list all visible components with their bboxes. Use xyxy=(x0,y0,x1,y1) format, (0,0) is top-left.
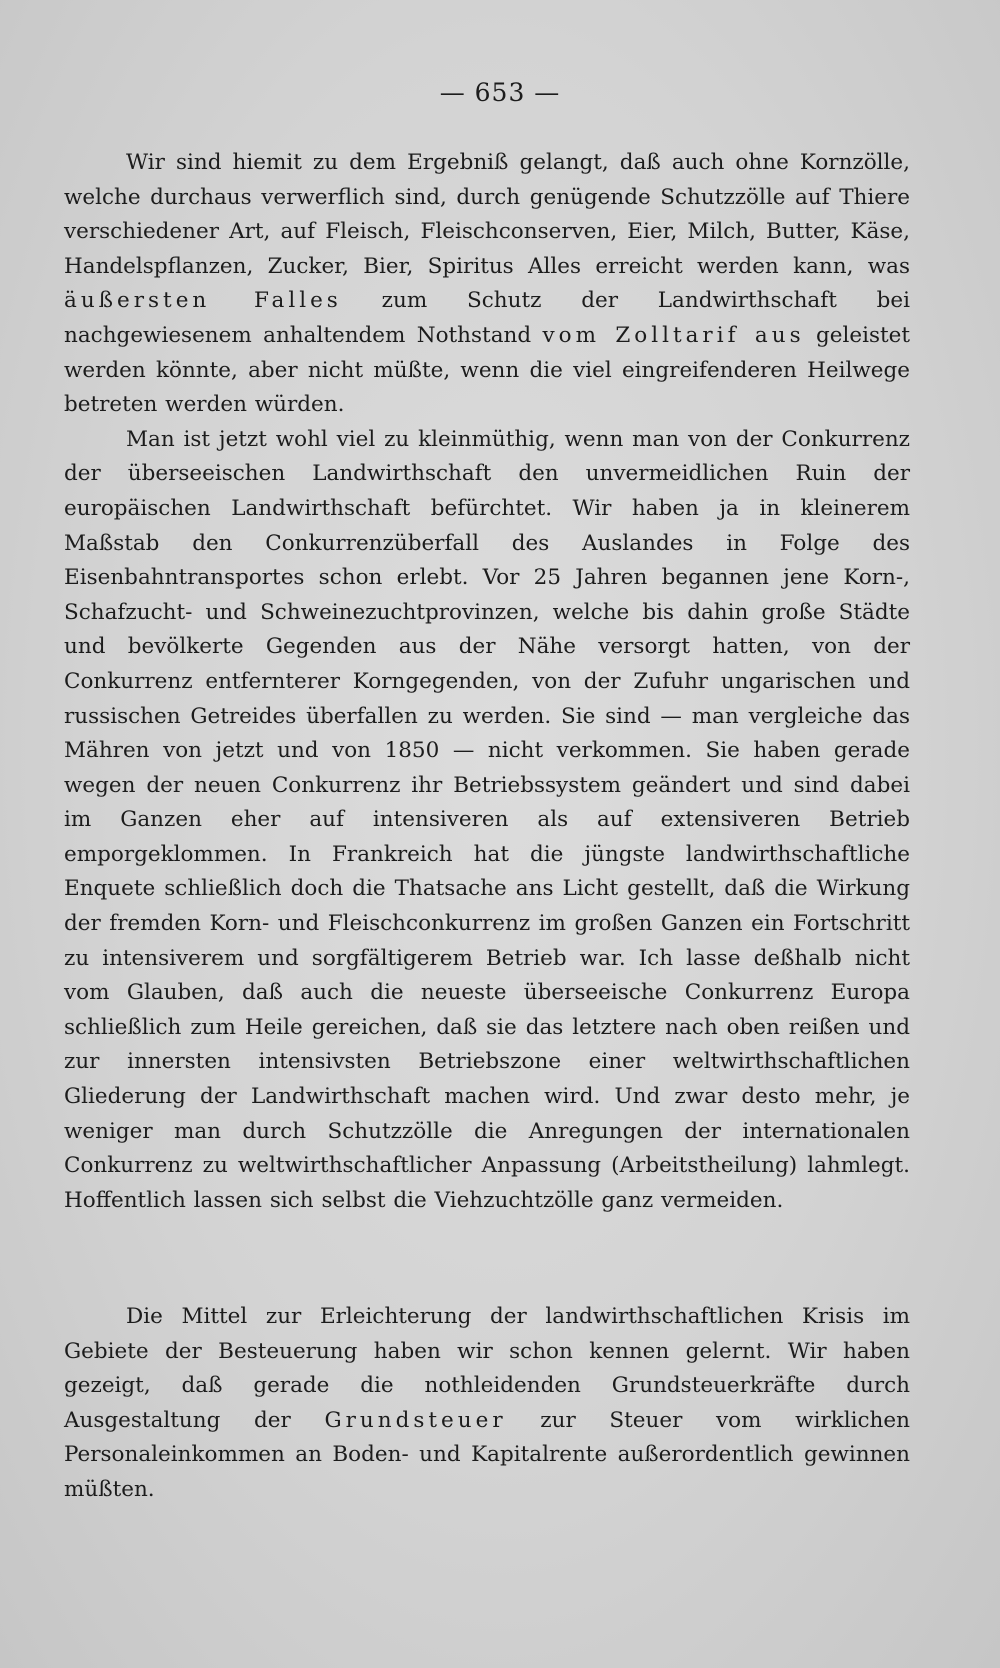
page-number: — 653 — xyxy=(439,78,561,107)
paragraph-1-text-e: geleistet werden könnte, aber nicht müßte, wenn die viel eingreifenderen Heilwege betreten werden würden. xyxy=(64,322,910,418)
text-section-1 xyxy=(64,146,910,1218)
paragraph-3 xyxy=(64,1300,910,1508)
spaced-emphasis-vom-zolltarif-aus: vom Zolltarif aus xyxy=(542,322,805,348)
paragraph-1-text-a: Wir sind hiemit zu dem Ergebniß gelangt, daß auch ohne Kornzölle, welche durchaus verwerflich sind, durch genügende Schutzzölle auf Thiere verschiedener Art, auf Fleisch, Fleischconserven, Eier, Milch, Butter, Käse, Handelspflanzen, Zucker, Bier, Spiritus Alles erreicht werden kann, was xyxy=(64,150,910,279)
paragraph-3-text-c: zur Steuer vom wirklichen Personaleinkommen an Boden- und Kapitalrente außerordentlich gewinnen müßten. xyxy=(64,1407,910,1502)
paragraph-1-text-c: zum Schutz der Landwirthschaft bei nachgewiesenem anhaltendem Nothstand xyxy=(64,288,910,348)
text-section-2 xyxy=(64,1300,910,1508)
paragraph-1 xyxy=(64,146,910,423)
paragraph-2: Man ist jetzt wohl viel zu kleinmüthig, wenn man von der Conkurrenz der überseeischen Landwirthschaft den unvermeidlichen Ruin der europäischen Landwirthschaft befürchtet. Wir haben ja in kleinerem Maßstab den Conkurrenzüberfall des Auslandes in Folge des Eisenbahntransportes schon erlebt. Vor 25 Jahren begannen jene Korn-, Schafzucht- und Schweinezuchtprovinzen, welche bis dahin große Städte und bevölkerte Gegenden aus der Nähe versorgt hatten, von der Conkurrenz entfernterer Korngegenden, von der Zufuhr ungarischen und russischen Getreides überfallen zu werden. Sie sind — man vergleiche das Mähren von jetzt und von 1850 — nicht verkommen. Sie haben gerade wegen der neuen Conkurrenz ihr Betriebssystem geändert und sind dabei im Ganzen eher auf intensiveren als auf extensiveren Betrieb emporgeklommen. In Frankreich hat die jüngste landwirthschaftliche Enquete schließlich doch die Thatsache ans Licht gestellt, daß die Wirkung der fremden Korn- und Fleischconkurrenz im großen Ganzen ein Fortschritt zu intensiverem und sorgfältigerem Betrieb war. Ich lasse deßhalb nicht vom Glauben, daß auch die neueste überseeische Conkurrenz Europa schließlich zum Heile gereichen, daß sie das letztere nach oben reißen und zur innersten intensivsten Betriebszone einer weltwirthschaftlichen Gliederung der Landwirthschaft machen wird. Und zwar desto mehr, je weniger man durch Schutzzölle die Anregungen der internationalen Conkurrenz zu weltwirthschaftlicher Anpassung (Arbeitstheilung) lahmlegt. Hoffentlich lassen sich selbst die Viehzuchtzölle ganz vermeiden. xyxy=(64,426,910,1213)
spaced-emphasis-grundsteuer: Grundsteuer xyxy=(324,1407,507,1433)
spaced-emphasis-aeussersten-falles: äußersten Falles xyxy=(64,288,342,314)
paragraph-3-text-a: Die Mittel zur Erleichterung der landwirthschaftlichen Krisis im Gebiete der Besteuerung haben wir schon kennen gelernt. Wir haben gezeigt, daß gerade die nothleidenden Grundsteuerkräfte durch Ausgestaltung der xyxy=(64,1304,910,1433)
